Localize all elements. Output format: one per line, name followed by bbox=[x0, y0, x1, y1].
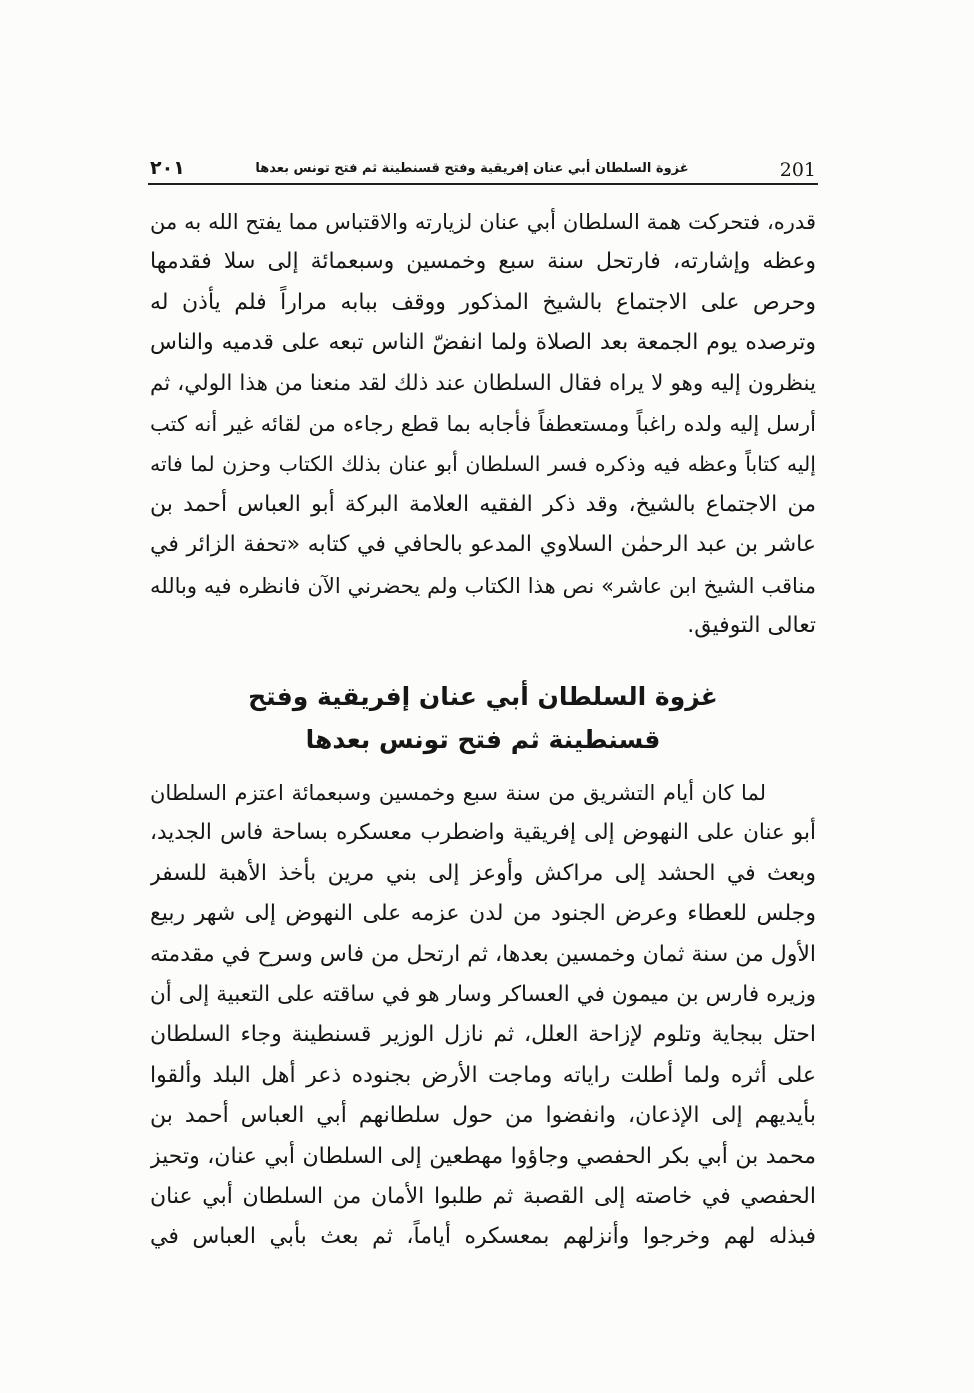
text-line: مناقب الشيخ ابن عاشر» نص هذا الكتاب ولم يحضرني الآن فانظره فيه وبالله bbox=[150, 573, 816, 598]
text-line: وحرص على الاجتماع بالشيخ المذكور ووقف ببابه مراراً فلم يأذن له bbox=[150, 289, 816, 315]
text-line: لما كان أيام التشريق من سنة سبع وخمسين وسبعمائة اعتزم السلطان bbox=[150, 781, 766, 805]
text-line: محمد بن أبي بكر الحفصي وجاؤوا مهطعين إلى السلطان أبي عنان، وتحيز bbox=[150, 1143, 816, 1169]
section-heading-line: قسنطينة ثم فتح تونس بعدها bbox=[305, 725, 661, 754]
text-line: قدره، فتحركت همة السلطان أبي عنان لزيارته والاقتباس مما يفتح الله به من bbox=[150, 210, 816, 234]
text-line: على أثره ولما أطلت راياته وماجت الأرض بجنوده ذعر أهل البلد وألقوا bbox=[150, 1062, 816, 1088]
running-title: غزوة السلطان أبي عنان إفريقية وفتح قسنطينة ثم فتح تونس بعدها bbox=[255, 161, 689, 176]
text-line: الأول من سنة ثمان وخمسين بعدها، ثم ارتحل من فاس وسرح في مقدمته bbox=[150, 941, 816, 967]
text-line: وترصده يوم الجمعة بعد الصلاة ولما انفضّ الناس تبعه على قدميه والناس bbox=[150, 330, 816, 356]
text-line: وبعث في الحشد إلى مراكش وأوعز إلى بني مرين بأخذ الأهبة للسفر bbox=[150, 860, 816, 886]
text-line: ينظرون إليه وهو لا يراه فقال السلطان عند ذلك لقد منعنا من هذا الولي، ثم bbox=[150, 370, 816, 396]
page-number-latin: 201 bbox=[779, 159, 816, 181]
text-line: فبذله لهم وخرجوا وأنزلهم بمعسكره أياماً، ثم بعث بأبي العباس في bbox=[150, 1224, 816, 1250]
text-line: إليه كتاباً وعظه فيه وذكره فسر السلطان أبو عنان بذلك الكتاب وحزن لما فاته bbox=[150, 452, 816, 477]
text-line: أبو عنان على النهوض إلى إفريقية واضطرب معسكره بساحة فاس الجديد، bbox=[150, 820, 816, 846]
text-line: تعالى التوفيق. bbox=[687, 612, 816, 638]
paragraph-1 bbox=[150, 202, 816, 646]
paragraph-2 bbox=[150, 773, 816, 1258]
text-line: وجلس للعطاء وعرض الجنود من لدن عزمه على النهوض إلى شهر ربيع bbox=[150, 901, 816, 927]
text-line: احتل ببجاية وتلوم لإزاحة العلل، ثم نازل الوزير قسنطينة وجاء السلطان bbox=[150, 1022, 816, 1048]
header-rule bbox=[148, 183, 818, 185]
text-line: وزيره فارس بن ميمون في العساكر وسار هو في ساقته على التعبية إلى أن bbox=[150, 981, 816, 1007]
page-number-arabic: ٢٠١ bbox=[150, 157, 185, 179]
text-line: بأيديهم إلى الإذعان، وانفضوا من حول سلطانهم أبي العباس أحمد بن bbox=[150, 1103, 816, 1129]
text-line: وعظه وإشارته، فارتحل سنة سبع وخمسين وسبعمائة إلى سلا فقدمها bbox=[150, 249, 816, 275]
text-line: عاشر بن عبد الرحمٰن السلاوي المدعو بالحافي في كتابه «تحفة الزائر في bbox=[150, 532, 816, 558]
section-heading bbox=[150, 675, 816, 761]
text-line: أرسل إليه ولده راغباً ومستعطفاً فأجابه بما قطع رجاءه من لقائه غير أنه كتب bbox=[150, 411, 816, 436]
section-heading-line: غزوة السلطان أبي عنان إفريقية وفتح bbox=[248, 682, 718, 711]
text-line: من الاجتماع بالشيخ، وقد ذكر الفقيه العلامة البركة أبو العباس أحمد بن bbox=[150, 491, 816, 517]
text-line: الحفصي في خاصته إلى القصبة ثم طلبوا الأمان من السلطان أبي عنان bbox=[150, 1183, 816, 1209]
